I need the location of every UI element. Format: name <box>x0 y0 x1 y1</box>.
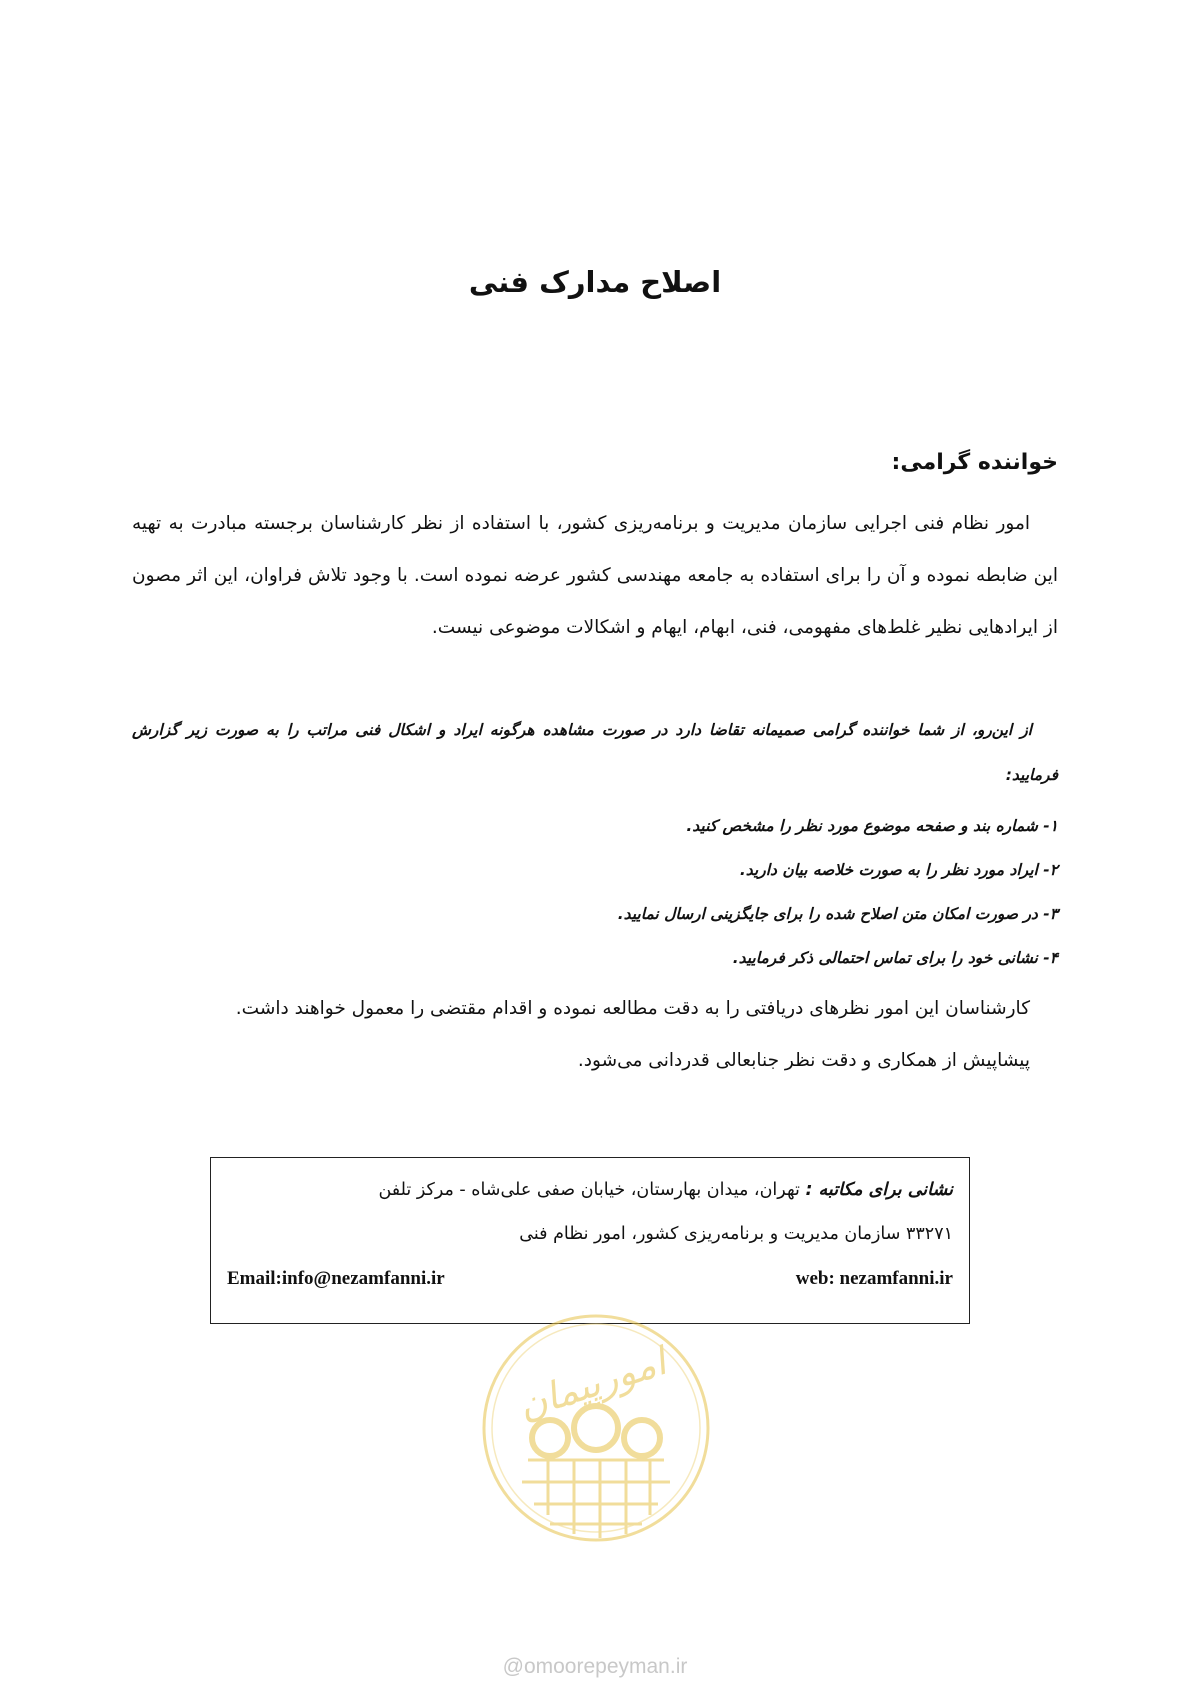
request-paragraph: از این‌رو، از شما خواننده گرامی صمیمانه تقاضا دارد در صورت مشاهده هرگونه ایراد و اشکال فنی مراتب را به صورت زیر گزارش فرمایید: <box>132 721 1058 784</box>
watermark-site: @omoorepeyman.ir <box>502 1655 688 1678</box>
closing-paragraph-1: کارشناسان این امور نظرهای دریافتی را به دقت مطالعه نموده و اقدام مقتضی را معمول خواهند داشت. <box>235 998 1030 1019</box>
instruction-list <box>132 804 1058 980</box>
request-section <box>132 708 1058 798</box>
seal-text: امورپیمان <box>512 1339 672 1429</box>
instruction-item: ۲- ایراد مورد نظر را به صورت خلاصه بیان دارید. <box>739 861 1058 879</box>
seal-icon <box>484 1316 708 1540</box>
intro-paragraph: امور نظام فنی اجرایی سازمان مدیریت و برنامه‌ریزی کشور، با استفاده از نظر کارشناسان برجسته مبادرت به تهیه این ضابطه نموده و آن را برای استفاده به جامعه مهندسی کشور عرضه نموده است. با وجود تلاش فراوان، این اثر مصون از ایرادهایی نظیر غلط‌های مفهومی، فنی، ابهام، ایهام و اشکالات موضوعی نیست. <box>132 513 1058 638</box>
website-link[interactable]: web: nezamfanni.ir <box>795 1268 953 1289</box>
intro-section <box>132 498 1058 654</box>
closing-section <box>158 983 1058 1087</box>
address-line-1 <box>233 1176 953 1204</box>
email-link[interactable]: Email:info@nezamfanni.ir <box>227 1268 445 1289</box>
instruction-item: ۴- نشانی خود را برای تماس احتمالی ذکر فرمایید. <box>732 949 1058 967</box>
instruction-item: ۱- شماره بند و صفحه موضوع مورد نظر را مشخص کنید. <box>686 817 1058 835</box>
page-title: اصلاح مدارک فنی <box>468 265 722 299</box>
address-text: تهران، میدان بهارستان، خیابان صفی علی‌شاه - مرکز تلفن <box>378 1180 806 1200</box>
address-label: نشانی برای مکاتبه : <box>805 1180 953 1200</box>
closing-paragraph-2: پیشاپیش از همکاری و دقت نظر جنابعالی قدردانی می‌شود. <box>577 1050 1030 1071</box>
greeting-heading: خواننده گرامی: <box>891 450 1058 475</box>
instruction-item: ۳- در صورت امکان متن اصلاح شده را برای جایگزینی ارسال نمایید. <box>617 905 1058 923</box>
seal-watermark <box>478 1310 714 1546</box>
address-line-2: ۳۳۲۷۱ سازمان مدیریت و برنامه‌ریزی کشور، امور نظام فنی <box>519 1224 953 1244</box>
mailing-address-box <box>210 1157 970 1324</box>
